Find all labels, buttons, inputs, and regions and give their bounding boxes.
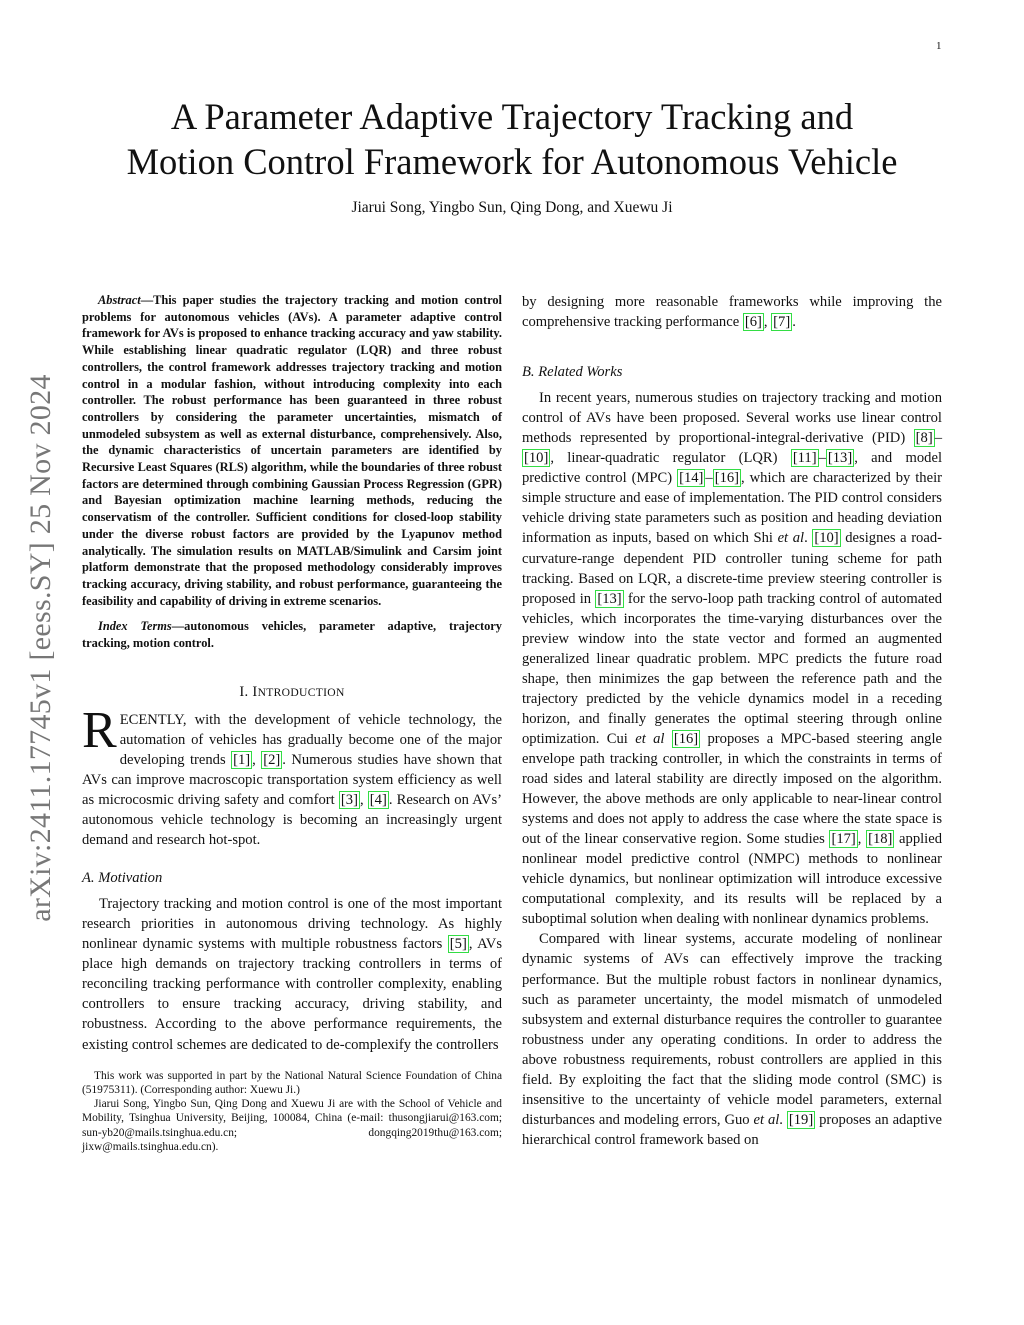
text-run: ,: [763, 314, 772, 331]
text-run: . Research on AVs’ autonomous vehicle technology is becoming an increasingly urgent demand and research hot-spot.: [82, 792, 503, 849]
text-run: In recent years, numerous studies on trajectory tracking and motion control of AVs have been proposed. Several works use linear control methods represented by proportional-integral-derivative (PID): [522, 390, 942, 447]
abstract-text: —This paper studies the trajectory tracking and motion control problems for autonomous vehicles (AVs). A parameter adaptive control framework for AVs is proposed to enhance tracking accuracy and yaw stability. While establishing linear quadratic regulator (LQR) and three robust controllers, the control framework addresses trajectory tracking and motion control in a modular fashion, without introducing complexity into each controller. The robust performance has been guaranteed in three robust controllers by considering the parameter uncertainties, mismatch of unmodeled subsystem as well as external disturbance, comprehensively. Also, the dynamic characteristics of uncertain parameters are identified by Recursive Least Squares (RLS) algorithm, while the boundaries of three robust factors are determined through combining Gaussian Process Regression (GPR) and Bayesian optimization machine learning methods, reducing the conservatism of the controller. Sufficient conditions for closed-loop stability under the diverse robust factors are provided by the Lyapunov method analytically. The simulation results on MATLAB/Simulink and Carsim joint platform demonstrate that the proposed methodology considerably improves tracking accuracy, driving stability, and robust performance, guaranteeing the feasibility and capability of driving in extreme scenarios.: [82, 293, 502, 608]
section-heading-introduction: [82, 682, 502, 703]
left-column: [82, 292, 502, 1154]
citation-link[interactable]: [7]: [773, 314, 791, 331]
footnote-funding: This work was supported in part by the National Natural Science Foundation of China (51975311). (Corresponding author: Xuewu Ji.): [82, 1069, 502, 1096]
abstract: [82, 292, 502, 609]
text-run: ,: [857, 831, 867, 848]
motivation-paragraph: [82, 894, 502, 1054]
text-run: ,: [252, 751, 262, 768]
continued-paragraph: [522, 292, 942, 332]
drop-cap: R: [82, 701, 117, 759]
citation-link[interactable]: [8]: [915, 430, 933, 447]
footnote-affiliation: Jiarui Song, Yingbo Sun, Qing Dong and Xuewu Ji are with the School of Vehicle and Mobility, Tsinghua University, Beijing, 100084, China (e-mail: thusongjiarui@163.com; sun-yb20@mails.tsinghua.edu.cn; dongqing2019thu@163.com; jixw@mails.tsinghua.edu.cn).: [82, 1098, 502, 1154]
related-works-paragraph-1: [522, 388, 942, 929]
abstract-label: Abstract: [98, 293, 141, 307]
text-run: .: [804, 530, 813, 547]
citation-link[interactable]: [10]: [524, 450, 549, 467]
page-number: 1: [936, 40, 942, 52]
paper-title: [60, 94, 964, 184]
text-run: ECENTLY, with the development of vehicle technology, the automation of vehicles has gradually become one of the major developing trends: [119, 711, 502, 768]
index-terms-label: Index Terms: [98, 619, 172, 634]
citation-link[interactable]: [18]: [868, 831, 893, 848]
text-run: ,: [359, 792, 368, 808]
text-run: –: [934, 430, 942, 447]
title-line-2: Motion Control Framework for Autonomous Vehicle: [126, 141, 898, 182]
text-run: , AVs place high demands on trajectory tracking controllers in terms of reconciling tracking performance with controller complexity, enabling controllers to ensure tracking accuracy, driving stability, and robustness. According to the above performance requirements, the existing control schemes are dedicated to de-complexify the controllers: [82, 936, 502, 1053]
text-run: for the servo-loop path tracking control of automated vehicles, which incorporates the time-varying disturbances over the preview window into the state vector and formed an augmented generalized linear quadratic problem. MPC predicts the future road shape, then minimizes the gap between the reference path and the trajectory predicted by the vehicle dynamics model in a receding horizon, and finally generates the optimal steering through online optimization. Cui: [522, 590, 942, 747]
citation-link[interactable]: [6]: [744, 314, 762, 331]
arxiv-identifier-text: arXiv:2411.17745v1 [eess.SY] 25 Nov 2024: [24, 374, 57, 922]
text-run: designes a road-curvature-range dependent PID controller tuning scheme for path tracking. Based on LQR, a discrete-time preview steering controller is proposed in: [522, 530, 942, 607]
text-run: . Numerous studies have shown that AVs can improve macroscopic transportation system efficiency as well as microcosmic driving safety and comfort: [82, 751, 502, 808]
citation-link[interactable]: [13]: [827, 450, 853, 467]
citation-link[interactable]: [10]: [814, 530, 839, 547]
right-column: [522, 292, 942, 1150]
citation-link[interactable]: [5]: [449, 936, 467, 953]
footnote: [82, 1069, 502, 1155]
text-run: Compared with linear systems, accurate modeling of nonlinear dynamic systems of AVs can effectively improve the tracking performance. But the multiple robust factors in nonlinear dynamics, such as parameter uncertainty, the model mismatch of unmodeled subsystem and external disturbance requires the controller to guarantee robustness under any operating conditions. In order to address the above robustness requirements, robust controllers are applied in this field. By exploiting the fact that the sliding mode control (SMC) is insensitive to the uncertainty of vehicle model parameters, external disturbances and modeling errors, Guo: [522, 931, 942, 1128]
section-title-rest: NTRODUCTION: [257, 685, 345, 699]
arxiv-identifier: [24, 338, 58, 958]
author-list: Jiarui Song, Yingbo Sun, Qing Dong, and Xuewu Ji: [351, 199, 673, 216]
related-works-paragraph-2: [522, 929, 942, 1150]
citation-link[interactable]: [2]: [263, 751, 281, 768]
citation-link[interactable]: [4]: [369, 792, 387, 808]
text-run: by designing more reasonable frameworks while improving the comprehensive tracking performance: [522, 294, 942, 331]
citation-link[interactable]: [19]: [788, 1111, 814, 1128]
text-run: –: [818, 450, 826, 467]
text-run: .: [779, 1111, 787, 1128]
citation-link[interactable]: [1]: [233, 751, 251, 768]
citation-link[interactable]: [14]: [679, 470, 704, 487]
text-run: proposes a MPC-based steering angle envelope path tracking controller, in which the constraints in terms of road sides and lateral stability are directly imposed on the algorithm. However, the above methods are only applicable to near-linear control systems and does not apply to address the case where the state space is out of the linear conservative region. Some studies: [522, 730, 942, 848]
subsection-heading-related-works: B. Related Works: [522, 364, 623, 381]
intro-paragraph: [82, 701, 503, 850]
text-run: , which are characterized by their simple structure and ease of implementation. The PID control considers vehicle driving state parameters such as position and heading deviation information as inputs, based on which Shi: [522, 470, 942, 547]
title-line-1: A Parameter Adaptive Trajectory Tracking and: [170, 96, 854, 137]
citation-link[interactable]: [17]: [831, 831, 856, 848]
citation-link[interactable]: [3]: [340, 792, 358, 808]
et-al: et al: [753, 1111, 780, 1128]
index-terms-text: —autonomous vehicles, parameter adaptive, trajectory tracking, motion control.: [82, 619, 502, 651]
text-run: .: [792, 314, 796, 331]
text-run: proposes an adaptive hierarchical control framework based on: [522, 1111, 942, 1148]
text-run: applied nonlinear model predictive control (NMPC) methods to nonlinear vehicle dynamics, but nonlinear optimization will introduce excessive computational complexity, and its results will be replaced by a suboptimal solution when dealing with nonlinear dynamics problems.: [522, 831, 943, 928]
section-initial: I: [252, 683, 258, 700]
text-run: , and model predictive control (MPC): [522, 450, 942, 487]
citation-link[interactable]: [11]: [792, 450, 817, 467]
citation-link[interactable]: [16]: [714, 470, 740, 487]
text-run: [664, 731, 671, 747]
text-run: , linear-quadratic regulator (LQR): [550, 450, 791, 467]
subsection-heading-motivation: A. Motivation: [82, 870, 163, 887]
citation-link[interactable]: [16]: [673, 730, 699, 747]
text-run: Trajectory tracking and motion control is one of the most important research priorities in autonomous driving technology. As highly nonlinear dynamic systems with multiple robustness factors: [82, 896, 502, 953]
et-al: et al: [777, 530, 805, 547]
citation-link[interactable]: [13]: [597, 590, 622, 607]
text-run: –: [705, 470, 713, 487]
index-terms: [82, 618, 502, 651]
section-numeral: I.: [239, 683, 253, 700]
et-al: et al: [635, 730, 665, 747]
